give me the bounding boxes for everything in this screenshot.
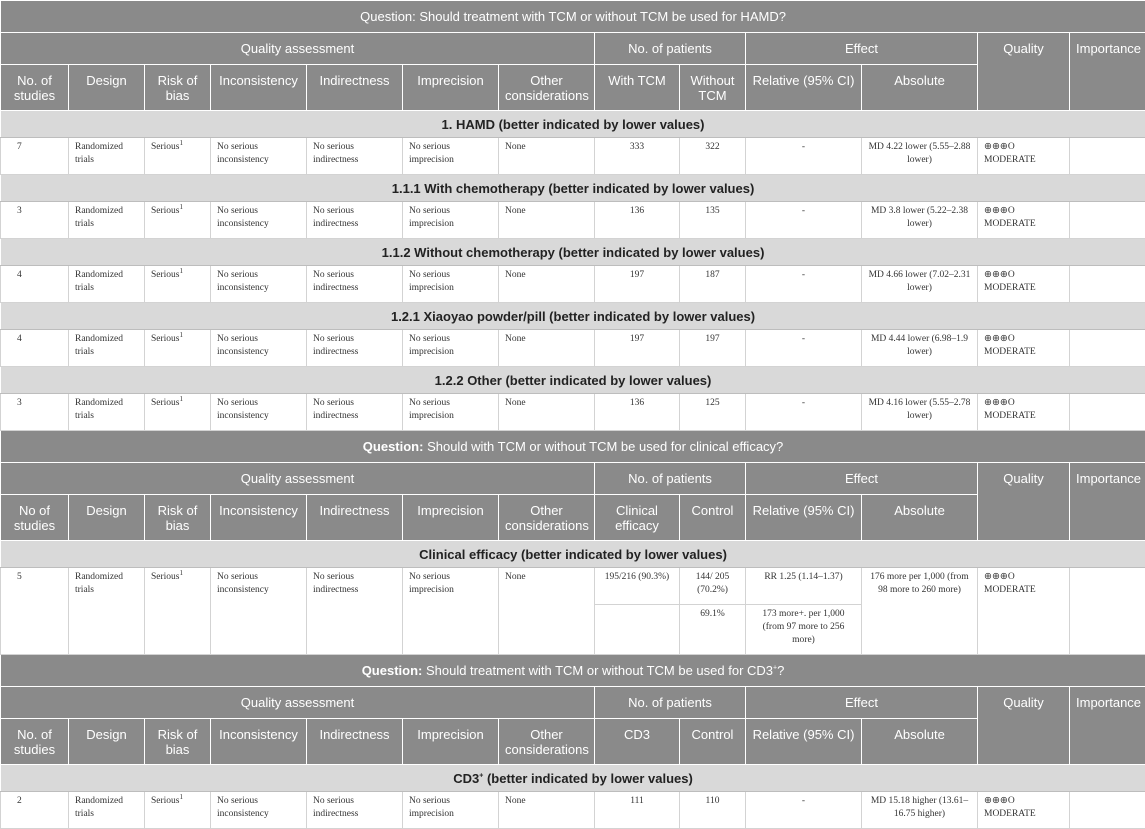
cell-importance xyxy=(1070,138,1145,175)
header-design: Design xyxy=(69,65,145,111)
header-no-of-studies: No. of studies xyxy=(1,65,69,111)
cell-studies: 3 xyxy=(1,394,69,431)
table-row xyxy=(1,138,1145,175)
cell-inconsistency: No serious inconsistency xyxy=(211,568,307,655)
header-effect: Effect xyxy=(746,687,978,719)
question-row-efficacy xyxy=(1,431,1145,463)
cell-studies: 5 xyxy=(1,568,69,655)
cell-control: 144/ 205 (70.2%) xyxy=(680,568,746,605)
header-inconsistency: Inconsistency xyxy=(211,65,307,111)
cell-absolute: MD 3.8 lower (5.22–2.38 lower) xyxy=(862,202,978,239)
cell-indirectness: No serious indirectness xyxy=(307,202,403,239)
section-title-hamd: 1. HAMD (better indicated by lower values) xyxy=(1,111,1145,138)
cell-absolute: MD 4.16 lower (5.55–2.78 lower) xyxy=(862,394,978,431)
cell-studies: 4 xyxy=(1,330,69,367)
question-row-cd3 xyxy=(1,655,1145,687)
section-title-clinical-efficacy: Clinical efficacy (better indicated by lower values) xyxy=(1,541,1145,568)
cell-importance xyxy=(1070,202,1145,239)
cell-relative: - xyxy=(746,394,862,431)
header-no-patients: No. of patients xyxy=(595,687,746,719)
cell-absolute: MD 4.66 lower (7.02–2.31 lower) xyxy=(862,266,978,303)
cell-quality: ⊕⊕⊕O MODERATE xyxy=(978,138,1070,175)
cell-quality: ⊕⊕⊕O MODERATE xyxy=(978,202,1070,239)
header-imprecision: Imprecision xyxy=(403,495,499,541)
header-imprecision: Imprecision xyxy=(403,65,499,111)
header-quality: Quality xyxy=(978,687,1070,765)
cell-design: Randomized trials xyxy=(69,202,145,239)
cell-design: Randomized trials xyxy=(69,330,145,367)
cell-relative: - xyxy=(746,266,862,303)
cell-with-tcm: 197 xyxy=(595,266,680,303)
header-absolute: Absolute xyxy=(862,495,978,541)
header-clinical-efficacy: Clinical efficacy xyxy=(595,495,680,541)
cell-imprecision: No serious imprecision xyxy=(403,568,499,655)
section-row xyxy=(1,111,1145,138)
cell-other: None xyxy=(499,266,595,303)
section-title-cd3: CD3+ (better indicated by lower values) xyxy=(1,765,1145,792)
question-efficacy: Question: Should with TCM or without TCM be used for clinical efficacy? xyxy=(1,431,1145,463)
cell-quality: ⊕⊕⊕O MODERATE xyxy=(978,568,1070,655)
section-row xyxy=(1,765,1145,792)
cell-absolute: 176 more per 1,000 (from 98 more to 260 more) xyxy=(862,568,978,655)
cell-absolute: MD 15.18 higher (13.61–16.75 higher) xyxy=(862,792,978,829)
cell-quality: ⊕⊕⊕O MODERATE xyxy=(978,330,1070,367)
header-inconsistency: Inconsistency xyxy=(211,495,307,541)
cell-indirectness: No serious indirectness xyxy=(307,266,403,303)
cell-clinical-efficacy xyxy=(595,605,680,655)
section-title-with-chemo: 1.1.1 With chemotherapy (better indicated by lower values) xyxy=(1,175,1145,202)
header-no-of-studies: No of studies xyxy=(1,495,69,541)
header-absolute: Absolute xyxy=(862,65,978,111)
cell-control: 110 xyxy=(680,792,746,829)
header-row-columns xyxy=(1,65,1145,111)
cell-indirectness: No serious indirectness xyxy=(307,330,403,367)
cell-studies: 4 xyxy=(1,266,69,303)
section-title-xiaoyao: 1.2.1 Xiaoyao powder/pill (better indicated by lower values) xyxy=(1,303,1145,330)
cell-design: Randomized trials xyxy=(69,394,145,431)
cell-with-tcm: 333 xyxy=(595,138,680,175)
cell-other: None xyxy=(499,138,595,175)
cell-without-tcm: 322 xyxy=(680,138,746,175)
header-quality-assessment: Quality assessment xyxy=(1,687,595,719)
section-row xyxy=(1,303,1145,330)
cell-imprecision: No serious imprecision xyxy=(403,330,499,367)
cell-indirectness: No serious indirectness xyxy=(307,394,403,431)
question-hamd: Question: Should treatment with TCM or without TCM be used for HAMD? xyxy=(1,1,1145,33)
cell-quality: ⊕⊕⊕O MODERATE xyxy=(978,394,1070,431)
cell-inconsistency: No serious inconsistency xyxy=(211,202,307,239)
cell-importance xyxy=(1070,266,1145,303)
table-row xyxy=(1,568,1145,605)
cell-absolute: MD 4.22 lower (5.55–2.88 lower) xyxy=(862,138,978,175)
cell-studies: 7 xyxy=(1,138,69,175)
header-no-patients: No. of patients xyxy=(595,463,746,495)
cell-imprecision: No serious imprecision xyxy=(403,394,499,431)
cell-design: Randomized trials xyxy=(69,138,145,175)
header-quality: Quality xyxy=(978,33,1070,111)
header-inconsistency: Inconsistency xyxy=(211,719,307,765)
header-effect: Effect xyxy=(746,463,978,495)
header-no-of-studies: No. of studies xyxy=(1,719,69,765)
cell-studies: 3 xyxy=(1,202,69,239)
cell-risk: Serious$^1$ xyxy=(145,568,211,655)
header-relative: Relative (95% CI) xyxy=(746,719,862,765)
header-effect: Effect xyxy=(746,33,978,65)
table-row xyxy=(1,330,1145,367)
cell-inconsistency: No serious inconsistency xyxy=(211,138,307,175)
cell-imprecision: No serious imprecision xyxy=(403,266,499,303)
header-quality-assessment: Quality assessment xyxy=(1,463,595,495)
table-row xyxy=(1,202,1145,239)
header-row-groups xyxy=(1,687,1145,719)
cell-control-baseline: 69.1% xyxy=(680,605,746,655)
header-no-patients: No. of patients xyxy=(595,33,746,65)
header-design: Design xyxy=(69,719,145,765)
header-other-considerations: Other considerations xyxy=(499,719,595,765)
cell-imprecision: No serious imprecision xyxy=(403,792,499,829)
cell-without-tcm: 187 xyxy=(680,266,746,303)
header-relative: Relative (95% CI) xyxy=(746,65,862,111)
cell-indirectness: No serious indirectness xyxy=(307,138,403,175)
cell-without-tcm: 125 xyxy=(680,394,746,431)
header-other-considerations: Other considerations xyxy=(499,65,595,111)
cell-relative: - xyxy=(746,792,862,829)
cell-inconsistency: No serious inconsistency xyxy=(211,792,307,829)
table-row xyxy=(1,266,1145,303)
cell-risk: Serious$^1$ xyxy=(145,266,211,303)
question-row-hamd xyxy=(1,1,1145,33)
header-cd3: CD3 xyxy=(595,719,680,765)
cell-risk: Serious$^1$ xyxy=(145,202,211,239)
cell-inconsistency: No serious inconsistency xyxy=(211,266,307,303)
table-row xyxy=(1,394,1145,431)
header-risk-of-bias: Risk of bias xyxy=(145,719,211,765)
cell-other: None xyxy=(499,792,595,829)
cell-importance xyxy=(1070,394,1145,431)
cell-relative: - xyxy=(746,202,862,239)
header-importance: Importance xyxy=(1070,463,1145,541)
section-title-without-chemo: 1.1.2 Without chemotherapy (better indicated by lower values) xyxy=(1,239,1145,266)
header-control: Control xyxy=(680,495,746,541)
header-design: Design xyxy=(69,495,145,541)
header-imprecision: Imprecision xyxy=(403,719,499,765)
header-risk-of-bias: Risk of bias xyxy=(145,65,211,111)
cell-design: Randomized trials xyxy=(69,266,145,303)
cell-risk: Serious$^1$ xyxy=(145,138,211,175)
cell-risk: Serious$^1$ xyxy=(145,330,211,367)
cell-absolute: MD 4.44 lower (6.98–1.9 lower) xyxy=(862,330,978,367)
header-absolute: Absolute xyxy=(862,719,978,765)
header-row-columns xyxy=(1,719,1145,765)
cell-quality: ⊕⊕⊕O MODERATE xyxy=(978,266,1070,303)
cell-relative: - xyxy=(746,330,862,367)
cell-design: Randomized trials xyxy=(69,568,145,655)
section-row xyxy=(1,541,1145,568)
section-title-other: 1.2.2 Other (better indicated by lower values) xyxy=(1,367,1145,394)
cell-indirectness: No serious indirectness xyxy=(307,568,403,655)
cell-studies: 2 xyxy=(1,792,69,829)
question-cd3: Question: Should treatment with TCM or without TCM be used for CD3+? xyxy=(1,655,1145,687)
cell-relative: RR 1.25 (1.14–1.37) xyxy=(746,568,862,605)
cell-inconsistency: No serious inconsistency xyxy=(211,330,307,367)
header-quality: Quality xyxy=(978,463,1070,541)
cell-inconsistency: No serious inconsistency xyxy=(211,394,307,431)
cell-other: None xyxy=(499,394,595,431)
header-without-tcm: Without TCM xyxy=(680,65,746,111)
cell-with-tcm: 197 xyxy=(595,330,680,367)
cell-imprecision: No serious imprecision xyxy=(403,138,499,175)
cell-with-tcm: 136 xyxy=(595,202,680,239)
header-importance: Importance xyxy=(1070,687,1145,765)
cell-other: None xyxy=(499,330,595,367)
cell-with-tcm: 136 xyxy=(595,394,680,431)
header-importance: Importance xyxy=(1070,33,1145,111)
cell-importance xyxy=(1070,330,1145,367)
cell-without-tcm: 197 xyxy=(680,330,746,367)
cell-clinical-efficacy: 195/216 (90.3%) xyxy=(595,568,680,605)
header-relative: Relative (95% CI) xyxy=(746,495,862,541)
header-risk-of-bias: Risk of bias xyxy=(145,495,211,541)
cell-risk: Serious$^1$ xyxy=(145,394,211,431)
cell-other: None xyxy=(499,568,595,655)
section-row xyxy=(1,367,1145,394)
header-row-columns xyxy=(1,495,1145,541)
header-quality-assessment: Quality assessment xyxy=(1,33,595,65)
cell-cd3: 111 xyxy=(595,792,680,829)
header-indirectness: Indirectness xyxy=(307,65,403,111)
header-control: Control xyxy=(680,719,746,765)
cell-importance xyxy=(1070,568,1145,655)
cell-imprecision: No serious imprecision xyxy=(403,202,499,239)
cell-risk: Serious$^1$ xyxy=(145,792,211,829)
section-row xyxy=(1,239,1145,266)
section-row xyxy=(1,175,1145,202)
cell-other: None xyxy=(499,202,595,239)
header-indirectness: Indirectness xyxy=(307,719,403,765)
cell-design: Randomized trials xyxy=(69,792,145,829)
cell-indirectness: No serious indirectness xyxy=(307,792,403,829)
cell-relative-baseline: 173 more+. per 1,000 (from 97 more to 256 more) xyxy=(746,605,862,655)
cell-relative: - xyxy=(746,138,862,175)
cell-quality: ⊕⊕⊕O MODERATE xyxy=(978,792,1070,829)
header-indirectness: Indirectness xyxy=(307,495,403,541)
header-row-groups xyxy=(1,463,1145,495)
header-other-considerations: Other considerations xyxy=(499,495,595,541)
header-row-groups xyxy=(1,33,1145,65)
cell-without-tcm: 135 xyxy=(680,202,746,239)
header-with-tcm: With TCM xyxy=(595,65,680,111)
